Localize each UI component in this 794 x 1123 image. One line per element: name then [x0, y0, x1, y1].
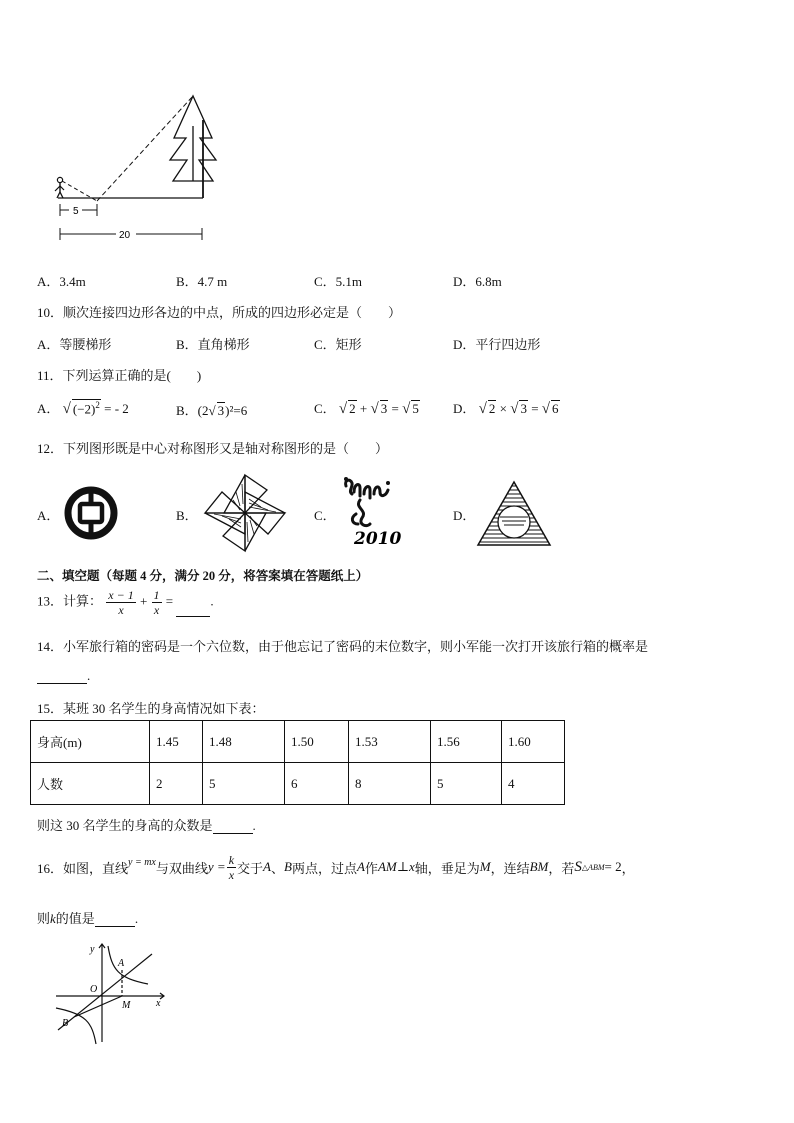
table-cell: 1.53 — [349, 721, 431, 763]
q13-line: 13．计算： $\frac{x - 1}{x}$ + $\frac{1}{x}$ = . — [37, 588, 214, 617]
q11-option-d: D． √ 2 × √ 3 = √ 6 — [453, 401, 559, 417]
triangle-circle-figure — [476, 480, 552, 548]
q12-letter-a: A． — [37, 508, 60, 523]
table-cell: 身高(m) — [31, 721, 150, 763]
emblem-year: 2010 — [354, 529, 402, 549]
tree-shadow-figure — [50, 88, 220, 244]
table-row — [31, 763, 565, 805]
table-cell: 人数 — [31, 763, 150, 805]
table-cell: 1.48 — [203, 721, 285, 763]
q12-letter-c: C． — [314, 508, 336, 523]
q9-option-d: D．6.8m — [453, 274, 502, 289]
q11-option-a: A． √ $(-2)^2$ = - 2 — [37, 399, 129, 417]
q12-stem: 12．下列图形既是中心对称图形又是轴对称图形的是（ ） — [37, 441, 389, 456]
emblem-2010-figure — [340, 474, 410, 550]
table-cell: 5 — [203, 763, 285, 805]
section-2-title: 二、填空题（每题 4 分，满分 20 分，将答案填在答题纸上） — [37, 569, 369, 583]
q10-option-c: C．矩形 — [314, 337, 362, 352]
q16-answer-blank[interactable] — [95, 914, 135, 927]
q12-letter-d: D． — [453, 508, 476, 523]
table-cell: 2 — [150, 763, 203, 805]
q13-answer-blank[interactable] — [176, 604, 210, 617]
fig-label-20: 20 — [119, 230, 131, 241]
table-cell: 1.50 — [285, 721, 349, 763]
table-cell: 1.56 — [431, 721, 502, 763]
q11-option-b: B．(2√ 3)²=6 — [176, 403, 248, 418]
fig-label-a: A — [118, 958, 125, 969]
q16-stem: 16．如图，直线 y = mx 与双曲线 y = $\frac{k}{x}$ 交于 A 、 B 两点，过点 A 作 AM ⊥ x 轴，垂足为 M ，连结 BM ，若 S △ABM = 2 ， — [37, 852, 635, 882]
pinwheel-figure — [202, 472, 288, 554]
table-cell: 4 — [502, 763, 565, 805]
q14-answer-line: . — [37, 668, 90, 684]
table-cell: 6 — [285, 763, 349, 805]
fig-label-b: B — [62, 1018, 69, 1029]
q15-answer-line: 则这 30 名学生的身高的众数是 . — [37, 818, 256, 833]
q10-option-b: B．直角梯形 — [176, 337, 250, 352]
q9-option-c: C．5.1m — [314, 274, 363, 289]
q15-stem: 15．某班 30 名学生的身高情况如下表： — [37, 701, 265, 716]
q14-answer-blank[interactable] — [37, 671, 87, 684]
fig-label-m: M — [122, 1000, 131, 1011]
table-cell: 1.45 — [150, 721, 203, 763]
fig-label-x: x — [156, 998, 161, 1009]
q10-option-a: A．等腰梯形 — [37, 337, 112, 352]
q11-option-c: C． √ 2 + √ 3 = √ 5 — [314, 401, 419, 417]
q10-option-d: D．平行四边形 — [453, 337, 541, 352]
table-cell: 8 — [349, 763, 431, 805]
table-cell: 5 — [431, 763, 502, 805]
q14-stem: 14．小军旅行箱的密码是一个六位数，由于他忘记了密码的末位数字，则小军能一次打开该旅行箱的概率是 — [37, 639, 649, 654]
q15-answer-blank[interactable] — [213, 821, 253, 834]
q12-letter-b: B． — [176, 508, 198, 523]
fig-label-y: y — [90, 944, 95, 955]
q11-stem: 11．下列运算正确的是( ) — [37, 368, 202, 383]
table-cell: 1.60 — [502, 721, 565, 763]
table-row — [31, 721, 565, 763]
hyperbola-figure — [52, 940, 172, 1046]
fig-label-5: 5 — [73, 206, 79, 217]
height-table — [30, 720, 565, 805]
fig-label-o: O — [90, 984, 98, 995]
bank-logo-figure — [63, 485, 119, 541]
q16-answer-line: 则k的值是 . — [37, 911, 139, 926]
q10-stem: 10．顺次连接四边形各边的中点，所成的四边形必定是（ ） — [37, 305, 402, 320]
q9-option-a: A．3.4m — [37, 274, 86, 289]
q9-option-b: B．4.7 m — [176, 274, 228, 289]
